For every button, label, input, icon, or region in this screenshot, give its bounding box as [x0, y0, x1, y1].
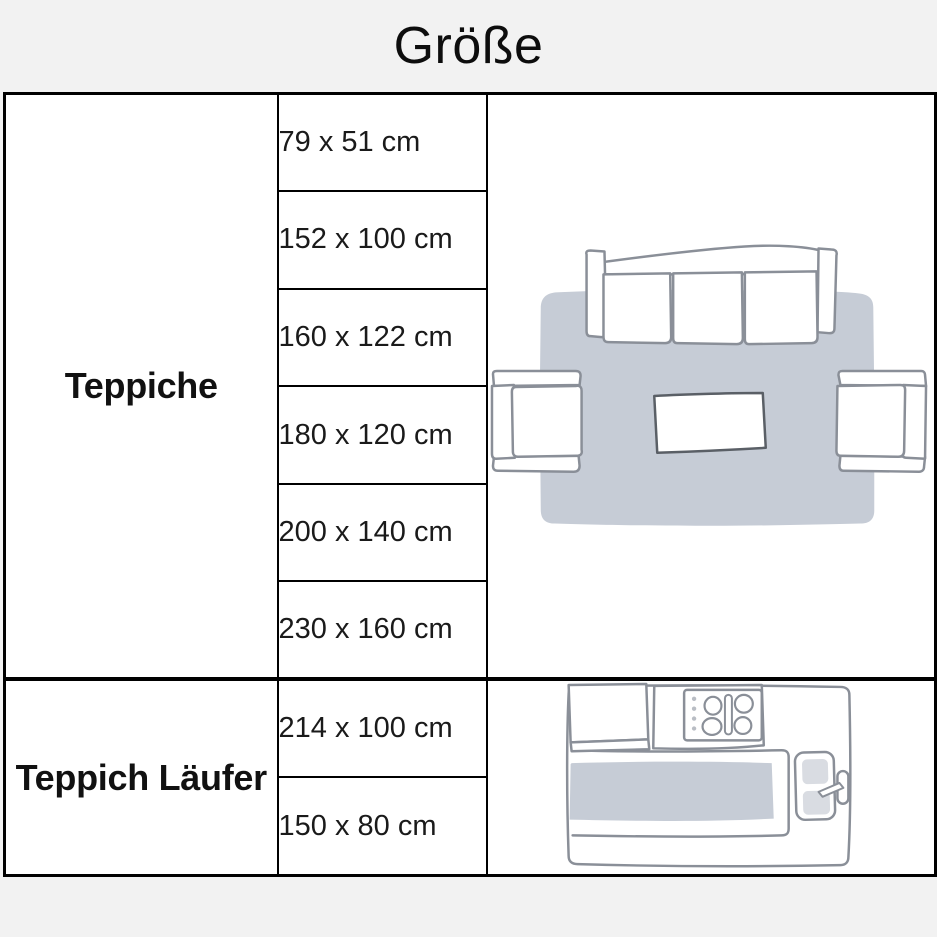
size-cell: 230 x 160 cm [278, 581, 487, 679]
sofa [586, 246, 836, 344]
sink-basin [801, 759, 828, 784]
stove-knob [691, 707, 695, 711]
armchair-left [491, 371, 581, 472]
armchair-armrest [838, 371, 926, 386]
category-label-teppich-laeufer: Teppich Läufer [5, 679, 278, 876]
sofa-cushion [744, 271, 817, 344]
armchair-seat [511, 386, 581, 457]
armchair-seat [836, 385, 905, 457]
sofa-cushion [603, 273, 671, 343]
stove-knob [691, 726, 695, 730]
sofa-armrest-right [817, 248, 836, 333]
size-cell: 214 x 100 cm [278, 679, 487, 777]
size-cell: 150 x 80 cm [278, 777, 487, 875]
size-cell: 79 x 51 cm [278, 94, 487, 192]
stove-knob [691, 716, 695, 720]
living-room-illustration-cell [487, 94, 936, 680]
size-cell: 160 x 122 cm [278, 289, 487, 387]
counter-board-edge [570, 739, 649, 751]
stove-knob [691, 697, 695, 701]
stove [653, 685, 764, 749]
living-room-illustration [488, 95, 935, 677]
living-room-svg [488, 95, 935, 677]
kitchen-illustration [488, 681, 935, 874]
runner-rug [569, 762, 773, 821]
size-cell: 200 x 140 cm [278, 484, 487, 582]
armchair-armrest [492, 371, 580, 386]
counter-board [568, 684, 648, 742]
armchair-right [836, 371, 926, 472]
page-title: Größe [393, 17, 544, 75]
cooktop-divider [724, 695, 731, 735]
sofa-back [600, 246, 820, 275]
category-label-teppiche: Teppiche [5, 94, 278, 680]
coffee-table [654, 393, 766, 453]
kitchen-svg [488, 681, 935, 874]
kitchen-illustration-cell [487, 679, 936, 876]
sink [794, 752, 835, 820]
size-cell: 180 x 120 cm [278, 386, 487, 484]
sofa-cushion [673, 272, 743, 344]
size-cell: 152 x 100 cm [278, 191, 487, 289]
size-table [3, 92, 937, 877]
